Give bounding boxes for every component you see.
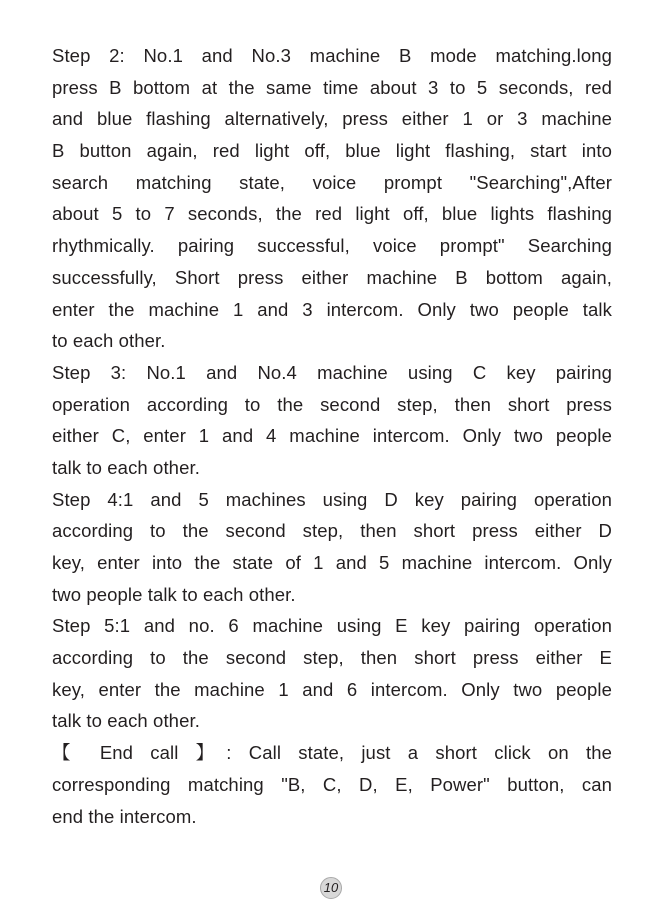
text-line: to each other. bbox=[52, 330, 166, 352]
text-line: enter the machine 1 and 3 intercom. Only two people talk bbox=[52, 298, 612, 320]
text-line: Step 5:1 and no. 6 machine using E key pairing operation bbox=[52, 615, 612, 637]
text-line: key, enter the machine 1 and 6 intercom. Only two people bbox=[52, 678, 612, 700]
text-line: Step 2: No.1 and No.3 machine B mode matching.long bbox=[52, 45, 612, 66]
text-line: about 5 to 7 seconds, the red light off, blue lights flashing bbox=[52, 203, 612, 225]
text-line: and blue flashing alternatively, press either 1 or 3 machine bbox=[52, 108, 612, 130]
text-line: successfully, Short press either machine B bottom again, bbox=[52, 266, 612, 288]
page-number: 10 bbox=[320, 877, 342, 899]
text-line: according to the second step, then short press either D bbox=[52, 520, 612, 542]
text-line: talk to each other. bbox=[52, 456, 200, 478]
text-line: 【 End call 】: Call state, just a short click on the bbox=[52, 742, 612, 764]
text-line: according to the second step, then short press either E bbox=[52, 647, 612, 669]
text-line: talk to each other. bbox=[52, 710, 200, 732]
text-line: press B bottom at the same time about 3 to 5 seconds, red bbox=[52, 76, 612, 98]
text-line: operation according to the second step, then short press bbox=[52, 393, 612, 415]
text-line: key, enter into the state of 1 and 5 machine intercom. Only bbox=[52, 552, 612, 573]
page-body bbox=[52, 40, 612, 832]
text-line: two people talk to each other. bbox=[52, 583, 296, 605]
text-line: end the intercom. bbox=[52, 805, 197, 827]
text-line: Step 4:1 and 5 machines using D key pairing operation bbox=[52, 488, 612, 510]
text-line: either C, enter 1 and 4 machine intercom. Only two people bbox=[52, 425, 612, 447]
text-line: corresponding matching "B, C, D, E, Power" button, can bbox=[52, 773, 612, 795]
text-line: Step 3: No.1 and No.4 machine using C key pairing bbox=[52, 361, 612, 383]
text-line: search matching state, voice prompt "Searching",After bbox=[52, 171, 612, 193]
text-line: rhythmically. pairing successful, voice prompt" Searching bbox=[52, 235, 612, 257]
text-line: B button again, red light off, blue light flashing, start into bbox=[52, 140, 612, 162]
